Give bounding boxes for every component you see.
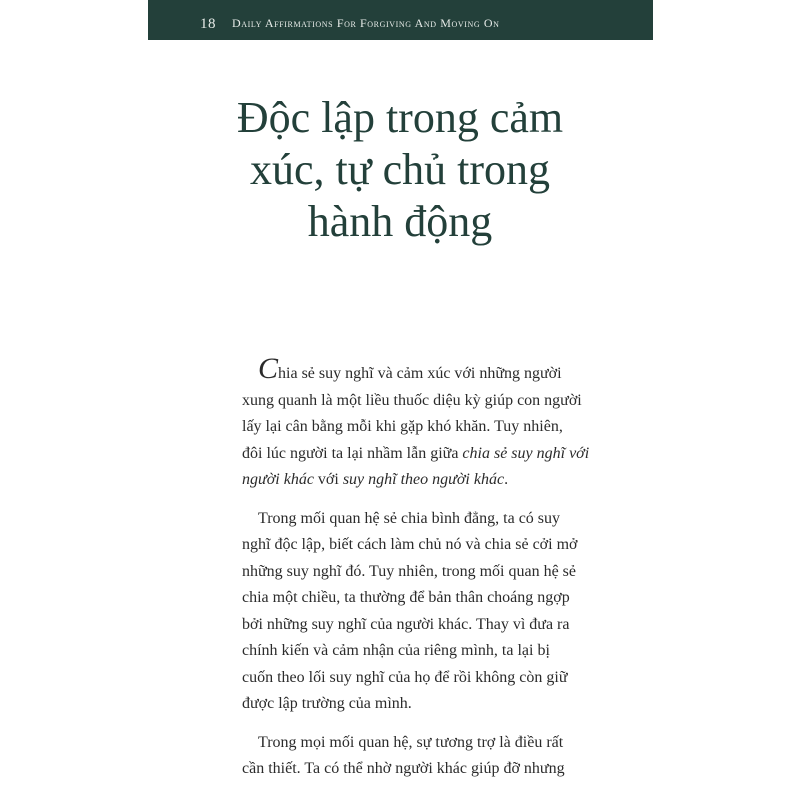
page-number: 18 [200, 16, 216, 32]
emphasis-text: người khác [242, 471, 314, 488]
chapter-title-line-3: hành động [307, 197, 493, 246]
paragraph-1-line-4 [242, 441, 590, 468]
paragraph-3 [242, 730, 578, 783]
paragraph-2 [242, 506, 578, 718]
paragraph-2-line-3: những suy nghĩ đó. Tuy nhiên, trong mối quan hệ sẻ [242, 562, 577, 580]
paragraph-2-line-7: cuốn theo lối suy nghĩ của họ để rồi không còn giữ [242, 668, 568, 686]
body-text [242, 352, 590, 795]
paragraph-2-line-4: chia một chiều, ta thường để bản thân choáng ngợp [242, 589, 570, 606]
emphasis-text: chia sẻ suy nghĩ với [462, 444, 590, 462]
paragraph-1-line-3: lấy lại cân bằng mỗi khi gặp khó khăn. Tuy nhiên, [242, 418, 563, 435]
emphasis-text: suy nghĩ theo người khác [342, 471, 505, 488]
running-head-title: Daily Affirmations For Forgiving And Moving On [232, 16, 500, 30]
paragraph-2-line-8: được lập trường của mình. [242, 695, 412, 712]
chapter-title [150, 92, 650, 248]
paragraph-2-line-5: bởi những suy nghĩ của người khác. Thay vì đưa ra [242, 615, 570, 633]
paragraph-3-line-2: cần thiết. Ta có thể nhờ người khác giúp đỡ nhưng [242, 760, 565, 777]
chapter-title-line-2: xúc, tự chủ trong [249, 145, 550, 194]
paragraph-1-line-5 [242, 467, 578, 494]
paragraph-2-line-2: nghĩ độc lập, biết cách làm chủ nó và chia sẻ cởi mở [242, 536, 578, 553]
paragraph-3-line-1: Trong mọi mối quan hệ, sự tương trợ là điều rất [258, 733, 564, 751]
chapter-title-line-1: Độc lập trong cảm [236, 93, 564, 142]
paragraph-1 [242, 352, 590, 494]
paragraph-2-line-6: chính kiến và cảm nhận của riêng mình, ta lại bị [242, 642, 550, 659]
paragraph-1-line-2: xung quanh là một liều thuốc diệu kỳ giúp con người [242, 391, 582, 409]
paragraph-1-line-1 [258, 354, 578, 388]
drop-cap: C [258, 352, 279, 385]
paragraph-1-line-1-text: hia sẻ suy nghĩ và cảm xúc với những người [278, 365, 562, 382]
paragraph-2-line-1: Trong mối quan hệ sẻ chia bình đẳng, ta có suy [258, 509, 561, 527]
paragraph-1-line-5-end: . [504, 471, 509, 488]
paragraph-1-line-4-text: đôi lúc người ta lại nhầm lẫn giữa [242, 444, 463, 462]
paragraph-1-line-5-text: với [313, 471, 343, 488]
